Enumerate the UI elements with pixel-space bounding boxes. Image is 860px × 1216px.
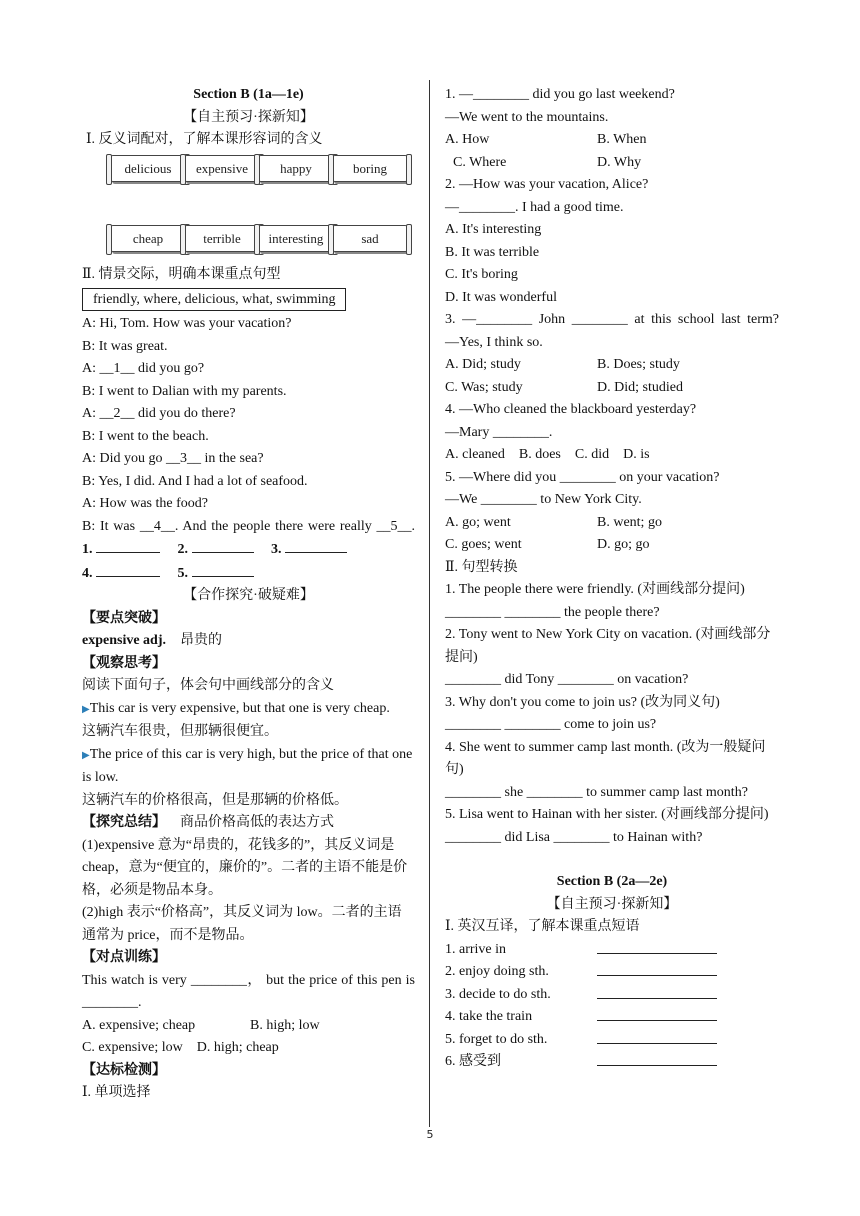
option[interactable]: C. Where [453, 154, 507, 170]
question: 1. —________ did you go last weekend? [445, 87, 675, 102]
options-row [82, 1015, 415, 1038]
dialog-line: A: How was the food? [82, 496, 208, 511]
dialog-line: B: It was __4__. And the people there were really __5__. [82, 518, 415, 534]
question-line: —Yes, I think so. [445, 334, 543, 350]
answer-blank[interactable] [192, 562, 254, 577]
subsection-title: 【自主预习·探新知】 [183, 109, 314, 125]
option[interactable]: A. How [445, 132, 490, 147]
bullet-triangle-icon: ▶ [82, 703, 90, 715]
option[interactable]: D. Why [597, 154, 642, 170]
option[interactable]: A. expensive; cheap [82, 1017, 196, 1033]
phrase: 1. arrive in [445, 941, 507, 957]
dialog-line: A: __1__ did you go? [82, 361, 205, 376]
dialog-line: A: __2__ did you do there? [82, 406, 236, 421]
options-row[interactable]: A. cleaned B. does C. did D. is [445, 447, 650, 462]
vocab-meaning: 昂贵的 [180, 633, 222, 648]
scroll-word-card: happy [258, 155, 334, 182]
section-title: Section B (1a—1e) [193, 87, 304, 102]
blank-label: 5. [177, 565, 188, 581]
phrase: 6. 感受到 [445, 1054, 501, 1069]
question: 5. —Where did you ________ on your vacation? [445, 469, 720, 485]
answer-blank[interactable] [96, 562, 160, 577]
vocab-word: expensive adj. [82, 633, 166, 648]
transform-answer[interactable]: ________ did Lisa ________ to Hainan with? [445, 829, 703, 845]
page-number: 5 [426, 1128, 434, 1141]
observe-heading: 【观察思考】 [82, 655, 166, 671]
answer-blank[interactable] [597, 961, 717, 976]
dialog-line: B: I went to Dalian with my parents. [82, 383, 287, 399]
transform-answer[interactable]: ________ she ________ to summer camp last month? [445, 784, 748, 800]
bullet-triangle-icon: ▶ [82, 749, 90, 761]
option[interactable]: C. Was; study [445, 379, 523, 395]
subsection-title: 【合作探究·破疑难】 [183, 588, 314, 603]
answer-blanks-row [82, 562, 415, 586]
option[interactable]: B. high; low [250, 1017, 320, 1033]
scroll-word-grid [82, 222, 415, 264]
option[interactable]: A. It's interesting [445, 222, 542, 237]
exercise1-heading: Ⅰ. 英汉互译，了解本课重点短语 [445, 919, 640, 934]
phrase-row [445, 1006, 779, 1029]
options-row [445, 129, 779, 152]
subsection-title: 【自主预习·探新知】 [546, 896, 678, 912]
blank-label: 1. [82, 542, 93, 557]
question: 2. —How was your vacation, Alice? [445, 177, 649, 192]
option[interactable]: B. It was terrible [445, 244, 540, 260]
practice-question: This watch is very ________， but the price of this pen is ________. [82, 972, 415, 1010]
question-line: —Mary ________. [445, 424, 553, 440]
practice-heading: 【对点训练】 [82, 950, 166, 965]
transform-question: 1. The people there were friendly. (对画线部分提问) [445, 582, 745, 597]
summary-heading-row [82, 812, 415, 835]
exercise2-heading: Ⅱ. 情景交际，明确本课重点句型 [82, 266, 281, 282]
answer-blank[interactable] [597, 1051, 717, 1066]
example-translation: 这辆汽车很贵，但那辆很便宜。 [82, 724, 278, 739]
option[interactable]: A. go; went [445, 514, 511, 530]
dialog-line: B: I went to the beach. [82, 428, 209, 444]
key-points-heading: 【要点突破】 [82, 610, 166, 626]
dialog-line: B: It was great. [82, 338, 168, 354]
question-line: —We ________ to New York City. [445, 492, 642, 507]
answer-blank[interactable] [597, 1006, 717, 1021]
option[interactable]: D. Did; studied [597, 379, 683, 395]
right-column [445, 84, 779, 1074]
summary-title: 商品价格高低的表达方式 [180, 815, 334, 830]
summary-point: (2)high 表示“价格高”，其反义词为 low。二者的主语通常为 price，而不是物品。 [82, 905, 402, 943]
question: 3. —________ John ________ at this school last term? [445, 312, 779, 327]
option[interactable]: C. It's boring [445, 267, 518, 282]
answer-blank[interactable] [285, 538, 347, 553]
question: 4. —Who cleaned the blackboard yesterday? [445, 402, 697, 417]
blank-label: 4. [82, 565, 93, 581]
dialog-line: A: Did you go __3__ in the sea? [82, 451, 264, 466]
answer-blank[interactable] [96, 538, 160, 553]
option[interactable]: D. It was wonderful [445, 289, 557, 305]
transform-question: 4. She went to summer camp last month. (改为一般疑问句) [445, 739, 766, 777]
column-divider [429, 80, 430, 1127]
dialog-line: B: Yes, I did. And I had a lot of seafood. [82, 473, 308, 489]
answer-blank[interactable] [597, 1029, 717, 1044]
option[interactable]: C. expensive; low [82, 1040, 183, 1055]
left-column [82, 84, 415, 1105]
summary-heading: 【探究总结】 [82, 815, 166, 830]
option[interactable]: D. go; go [597, 537, 650, 552]
phrase: 5. forget to do sth. [445, 1031, 548, 1047]
scroll-word-card: terrible [184, 225, 260, 252]
option[interactable]: B. When [597, 132, 647, 147]
exercise1-heading: Ⅰ. 反义词配对，了解本课形容词的含义 [86, 132, 323, 147]
transform-question: 3. Why don't you come to join us? (改为同义句) [445, 694, 720, 710]
option[interactable]: A. Did; study [445, 357, 521, 372]
transform-answer[interactable]: ________ ________ the people there? [445, 604, 660, 620]
scroll-word-card: expensive [184, 155, 260, 182]
answer-blanks-row [82, 538, 415, 562]
dialog-line: A: Hi, Tom. How was your vacation? [82, 316, 292, 331]
question-line: —We went to the mountains. [445, 109, 609, 125]
options-row [445, 377, 779, 400]
example-sentence: ▶The price of this car is very high, but the price of that one is low. [82, 746, 413, 785]
summary-point: (1)expensive 意为“昂贵的，花钱多的”，其反义词是cheap，意为“便宜的，廉价的”。二者的主语不能是价格，必须是物品本身。 [82, 837, 408, 898]
answer-blank[interactable] [192, 538, 254, 553]
observe-instruction: 阅读下面句子，体会句中画线部分的含义 [82, 678, 334, 693]
phrase: 4. take the train [445, 1009, 533, 1024]
blank-label: 3. [271, 542, 282, 557]
phrase-row [445, 961, 779, 984]
scroll-word-card: interesting [258, 225, 334, 252]
phrase-row [445, 984, 779, 1007]
phrase-row [445, 1029, 779, 1052]
example-translation: 这辆汽车的价格很高，但是那辆的价格低。 [82, 792, 348, 808]
vocab-entry [82, 630, 415, 653]
scroll-word-card: boring [332, 155, 408, 182]
phrase: 2. enjoy doing sth. [445, 964, 549, 979]
test-heading: 【达标检测】 [82, 1062, 166, 1078]
exercise2-heading: Ⅱ. 句型转换 [445, 559, 518, 575]
answer-blank[interactable] [597, 984, 717, 999]
options-row [445, 354, 779, 377]
question-line: —________. I had a good time. [445, 199, 624, 215]
blank-label: 2. [177, 542, 188, 557]
options-row [445, 534, 779, 557]
scroll-word-card: sad [332, 225, 408, 252]
word-bank-box: friendly, where, delicious, what, swimming [82, 288, 346, 311]
phrase-row [445, 1051, 779, 1074]
scroll-word-grid [82, 152, 415, 222]
scroll-word-card: cheap [110, 225, 186, 252]
test-subheading: Ⅰ. 单项选择 [82, 1085, 151, 1100]
transform-answer[interactable]: ________ did Tony ________ on vacation? [445, 672, 689, 687]
phrase-row [445, 939, 779, 962]
option[interactable]: B. went; go [597, 514, 662, 530]
answer-blank[interactable] [597, 939, 717, 954]
options-row [445, 152, 779, 175]
section-title: Section B (2a—2e) [556, 874, 668, 889]
transform-question: 5. Lisa went to Hainan with her sister. (对画线部分提问) [445, 807, 769, 822]
options-row [445, 512, 779, 535]
option[interactable]: B. Does; study [597, 357, 680, 372]
transform-question: 2. Tony went to New York City on vacation. (对画线部分提问) [445, 627, 771, 665]
options-row [82, 1037, 415, 1060]
spacer [445, 849, 779, 871]
option[interactable]: D. high; cheap [196, 1040, 279, 1055]
scroll-word-card: delicious [110, 155, 186, 182]
option[interactable]: C. goes; went [445, 537, 522, 552]
example-sentence: ▶This car is very expensive, but that one is very cheap. [82, 700, 390, 716]
phrase: 3. decide to do sth. [445, 986, 551, 1002]
transform-answer[interactable]: ________ ________ come to join us? [445, 717, 657, 732]
